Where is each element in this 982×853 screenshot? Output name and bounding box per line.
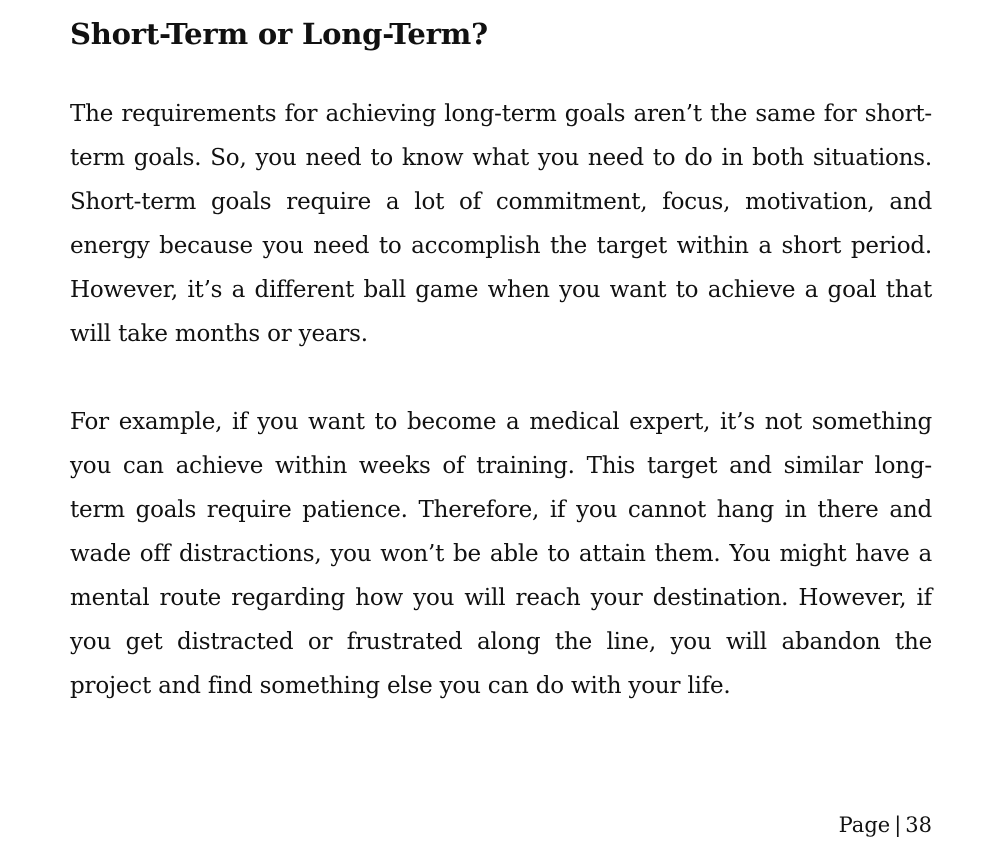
page-label: Page <box>838 813 891 837</box>
page-number: 38 <box>905 813 932 837</box>
paragraph-short-vs-long-term: The requirements for achieving long-term goals aren’t the same for short-term goals. So, you need to know what you need to do in both situations. Short-term goals require a lot of commitment, focus, motivation, and energy because you need to accomplish the target within a short period. However, it’s a different ball game when you want to achieve a goal that will take months or years. <box>70 101 932 347</box>
page-separator: | <box>894 813 902 837</box>
section-heading: Short-Term or Long-Term? <box>70 17 488 51</box>
page-footer <box>839 808 932 842</box>
paragraph-medical-expert-example: For example, if you want to become a medical expert, it’s not something you can achieve within weeks of training. This target and similar long-term goals require patience. Therefore, if you cannot hang in there and wade off distractions, you won’t be able to attain them. You might have a mental route regarding how you will reach your destination. However, if you get distracted or frustrated along the line, you will abandon the project and find something else you can do with your life. <box>70 409 932 699</box>
